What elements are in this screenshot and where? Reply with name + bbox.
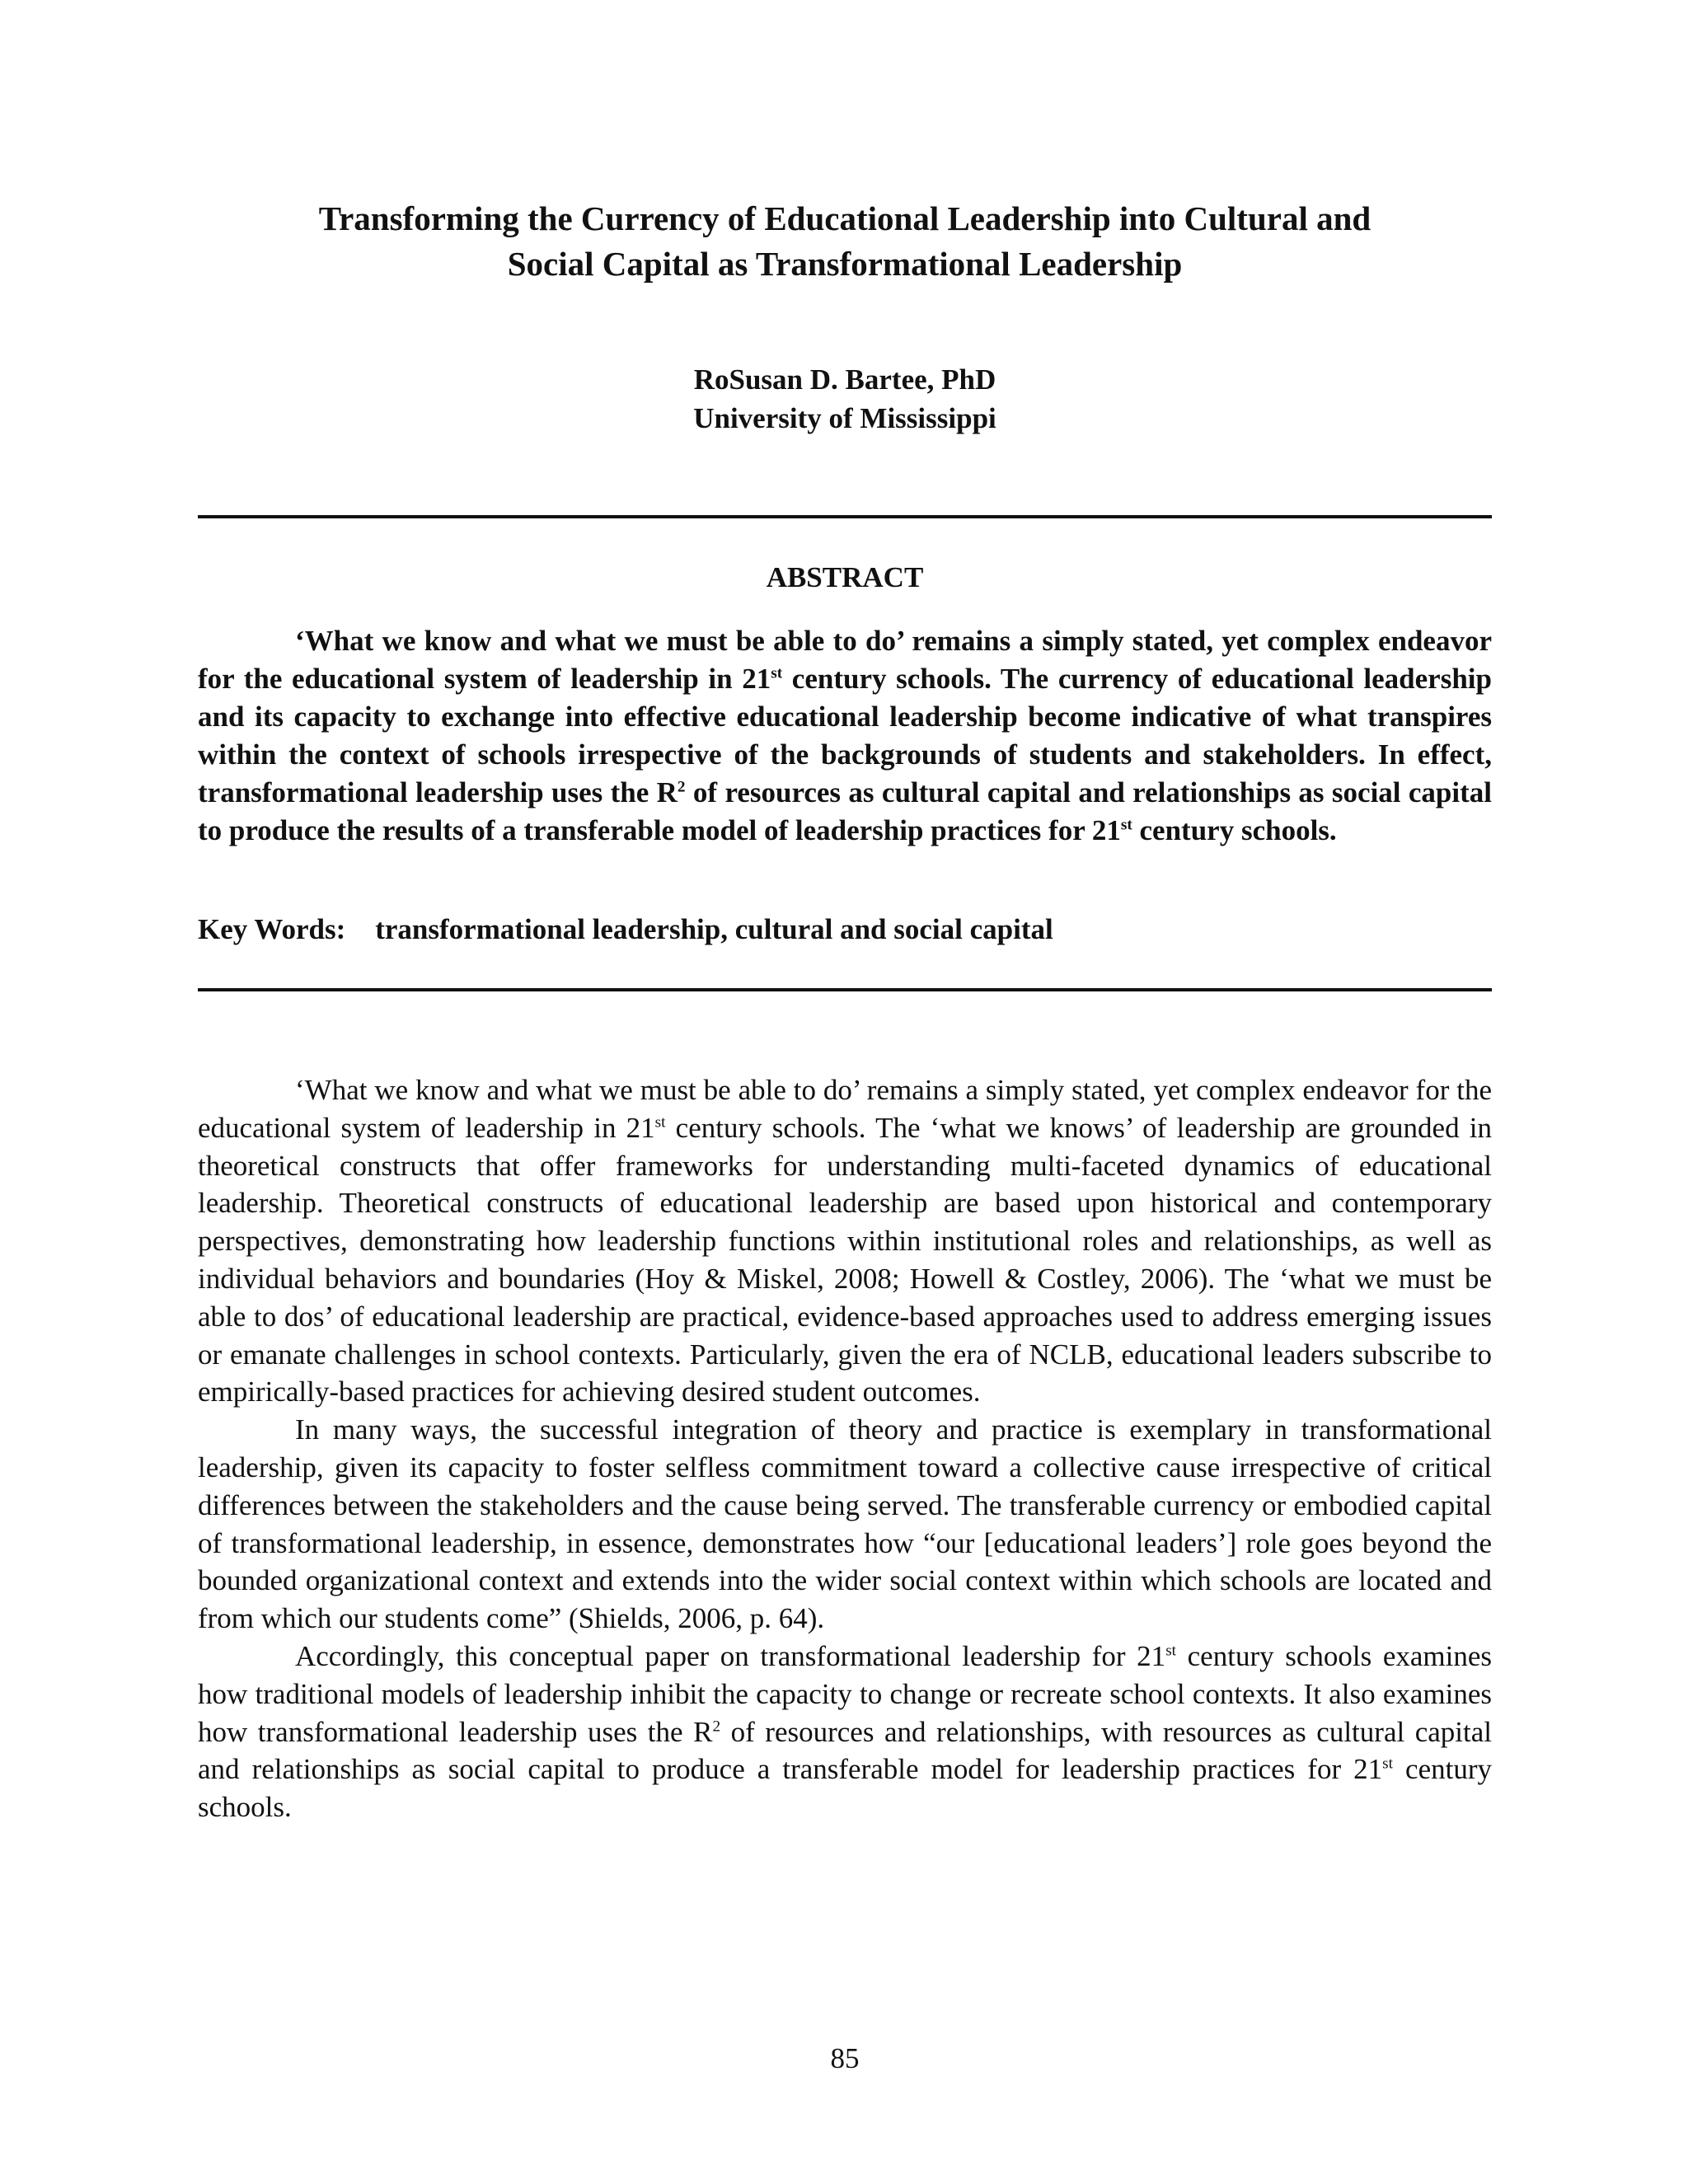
author-affiliation: University of Mississippi xyxy=(693,402,996,434)
abstract-bottom-rule xyxy=(198,988,1492,991)
keywords-line xyxy=(198,911,1492,949)
body-p3-part-3: of resources and relationships, with resources as cultural capital and relationships as social capital to produce a transferable model for leadership practices for 21 xyxy=(198,1715,1493,1786)
body-p3-part-1: Accordingly, this conceptual paper on transformational leadership for 21 xyxy=(295,1639,1166,1672)
abstract-top-rule xyxy=(198,515,1492,518)
title-line-2: Social Capital as Transformational Leadership xyxy=(507,245,1183,283)
body-paragraph-3 xyxy=(198,1638,1492,1826)
body-p3-part-2: century schools examines how traditional models of leadership inhibit the capacity to change or recreate school contexts. It also examines how transformational leadership uses the R xyxy=(198,1639,1492,1748)
body-p1-part-1: ‘What we know and what we must be able to do’ remains a simply stated, yet complex endeavor for the educational system of leadership in 21 xyxy=(198,1074,1492,1144)
author-block xyxy=(198,360,1492,438)
abstract-superscript-3: st xyxy=(1120,816,1132,834)
abstract-text-part-4: century schools. xyxy=(1132,814,1337,846)
abstract-text xyxy=(198,622,1492,850)
body-p3-superscript-1: st xyxy=(1165,1642,1177,1660)
title-line-1: Transforming the Currency of Educational Leadership into Cultural and xyxy=(318,199,1372,237)
body-paragraph-2: In many ways, the successful integration of theory and practice is exemplary in transformational leadership, given its capacity to foster selfless commitment toward a collective cause irrespective of critical differences between the stakeholders and the cause being served. The transferable currency or embodied capital of transformational leadership, in essence, demonstrates how “our [educational leaders’] role goes beyond the bounded organizational context and extends into the wider social context within which schools are located and from which our students come” (Shields, 2006, p. 64). xyxy=(198,1413,1492,1635)
body-text xyxy=(198,1071,1492,1826)
body-p3-part-4: century schools. xyxy=(198,1753,1493,1824)
keywords-value: transformational leadership, cultural and social capital xyxy=(375,913,1053,945)
body-p3-superscript-3: st xyxy=(1382,1755,1393,1773)
keywords-label: Key Words: xyxy=(198,913,346,945)
author-name: RoSusan D. Bartee, PhD xyxy=(693,363,996,396)
abstract-superscript-2: 2 xyxy=(677,778,686,796)
abstract-superscript-1: st xyxy=(771,664,783,682)
body-paragraph-1 xyxy=(198,1071,1492,1411)
abstract-text-part-3: of resources as cultural capital and relationships as social capital to produce the results of a transferable model of leadership practices for 21 xyxy=(198,776,1492,846)
body-p3-superscript-2: 2 xyxy=(712,1717,721,1735)
page-number: 85 xyxy=(830,2042,860,2074)
abstract-text-part-1: ‘What we know and what we must be able to do’ remains a simply stated, yet complex endeavor for the educational system of leadership in 21 xyxy=(198,625,1492,695)
abstract-heading: ABSTRACT xyxy=(766,561,924,593)
body-p1-part-2: century schools. The ‘what we knows’ of leadership are grounded in theoretical constructs that offer frameworks for understanding multi-faceted dynamics of educational leadership. Theoretical constructs of educational leadership are based upon historical and contemporary perspectives, demonstrating how leadership functions within institutional roles and relationships, as well as individual behaviors and boundaries (Hoy & Miskel, 2008; Howell & Costley, 2006). The ‘what we must be able to dos’ of educational leadership are practical, evidence-based approaches used to address emerging issues or emanate challenges in school contexts. Particularly, given the era of NCLB, educational leaders subscribe to empirically-based practices for achieving desired student outcomes. xyxy=(198,1111,1492,1408)
body-p1-superscript-1: st xyxy=(654,1113,666,1132)
abstract-text-part-2: century schools. The currency of educational leadership and its capacity to exchange into effective educational leadership become indicative of what transpires within the context of schools irrespective of the backgrounds of students and stakeholders. In effect, transformational leadership uses the R xyxy=(198,663,1492,808)
paper-title xyxy=(198,196,1492,287)
